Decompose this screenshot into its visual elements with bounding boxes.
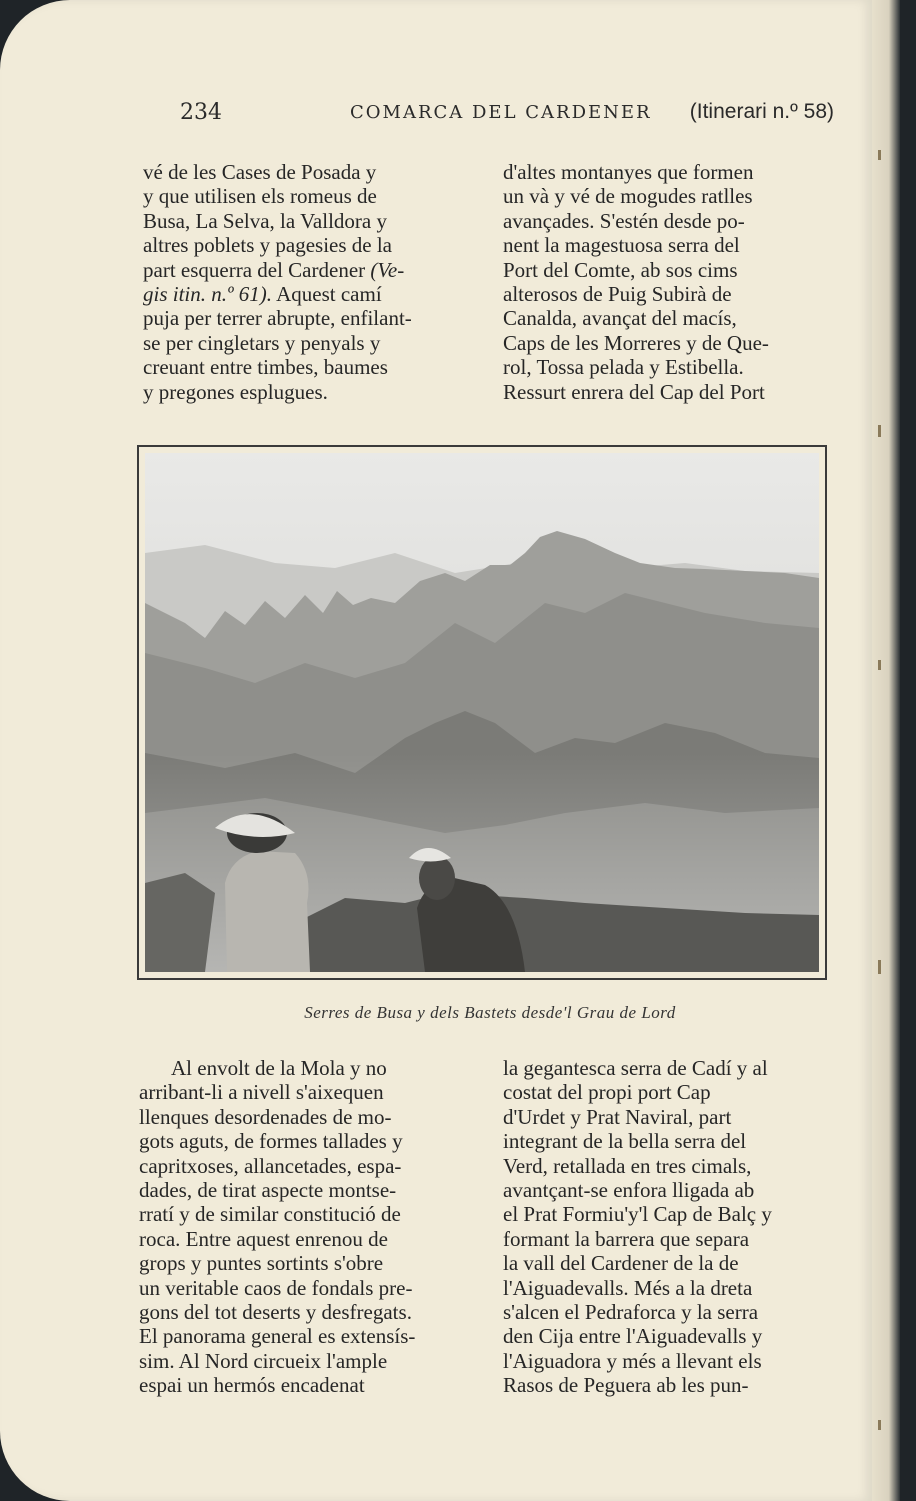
text-line: y que utilisen els romeus de — [143, 184, 377, 209]
photo-caption: Serres de Busa y dels Bastets desde'l Grau de Lord — [304, 1003, 676, 1022]
page-edge — [872, 0, 900, 1501]
text-line: creuant entre timbes, baumes — [143, 355, 388, 380]
text-line: sim. Al Nord circueix l'ample — [139, 1348, 388, 1373]
top-left-column — [143, 160, 468, 404]
running-title: COMARCA DEL CARDENER — [350, 102, 652, 123]
text-line: El panorama general es extensís- — [139, 1324, 416, 1349]
text-line: d'altes montanyes que formen — [503, 160, 754, 184]
text-line: Rasos de Peguera ab les pun- — [503, 1373, 749, 1398]
text-line: s'alcen el Pedraforca y la serra — [503, 1300, 759, 1325]
text-line: part esquerra del Cardener (Ve- — [143, 257, 405, 282]
running-header — [180, 100, 834, 128]
itinerary-reference: (Itinerari n.º 58) — [689, 100, 834, 123]
photo-frame — [137, 445, 827, 980]
page-number: 234 — [180, 100, 222, 125]
text-line: Caps de les Morreres y de Que- — [503, 330, 769, 355]
text-line: rratí y de similar constitució de — [139, 1202, 401, 1227]
text-line: espai un hermós encadenat — [139, 1373, 365, 1398]
mountain-photo — [145, 453, 819, 972]
text-line: grops y puntes sortints s'obre — [139, 1251, 384, 1276]
text-line: Verd, retallada en tres cimals, — [503, 1153, 752, 1178]
text-line: el Prat Formiu'y'l Cap de Balç y — [503, 1202, 772, 1227]
text-line: Port del Comte, ab sos cims — [503, 257, 738, 282]
bottom-left-column — [139, 1056, 469, 1398]
text-line: avantçant-se enfora lligada ab — [503, 1178, 755, 1203]
text-line: rol, Tossa pelada y Estibella. — [503, 355, 744, 380]
text-line: Al envolt de la Mola y no — [171, 1056, 387, 1080]
text-line: gons del tot deserts y desfregats. — [139, 1300, 412, 1325]
text-line: l'Aiguadevalls. Més a la dreta — [503, 1275, 753, 1300]
text-line: Ressurt enrera del Cap del Port — [503, 379, 765, 404]
text-line: gots aguts, de formes tallades y — [139, 1129, 403, 1154]
text-line: arribant-li a nivell s'aixequen — [139, 1080, 384, 1105]
text-line: dades, de tirat aspecte montse- — [139, 1178, 397, 1203]
top-right-column — [503, 160, 829, 404]
text-line: den Cija entre l'Aiguadevalls y — [503, 1324, 763, 1349]
text-line: gis itin. n.º 61). Aquest camí — [143, 282, 382, 307]
text-line: l'Aiguadora y més a llevant els — [503, 1348, 762, 1373]
text-line: la vall del Cardener de la de — [503, 1251, 739, 1276]
text-line: alterosos de Puig Subirà de — [503, 282, 732, 307]
text-line: vé de les Cases de Posada y — [143, 160, 377, 184]
text-line: Canalda, avançat del macís, — [503, 306, 737, 331]
text-line: un và y vé de mogudes ratlles — [503, 184, 753, 209]
text-line: un veritable caos de fondals pre- — [139, 1275, 413, 1300]
bottom-right-column — [503, 1056, 829, 1398]
text-line: capritxoses, allancetades, espa- — [139, 1153, 402, 1178]
text-line: d'Urdet y Prat Naviral, part — [503, 1104, 732, 1129]
text-line: se per cingletars y penyals y — [143, 330, 381, 355]
text-line: la gegantesca serra de Cadí y al — [503, 1056, 768, 1080]
text-line: y pregones esplugues. — [143, 379, 328, 404]
text-line: altres poblets y pagesies de la — [143, 233, 393, 258]
text-line: avançades. S'estén desde po- — [503, 208, 745, 233]
text-line: costat del propi port Cap — [503, 1080, 711, 1105]
text-line: Busa, La Selva, la Valldora y — [143, 208, 387, 233]
text-line: integrant de la bella serra del — [503, 1129, 747, 1154]
text-line: formant la barrera que separa — [503, 1226, 750, 1251]
text-line: nent la magestuosa serra del — [503, 233, 740, 258]
text-line: roca. Entre aquest enrenou de — [139, 1226, 388, 1251]
text-line: llenques desordenades de mo- — [139, 1104, 392, 1129]
text-line: puja per terrer abrupte, enfilant- — [143, 306, 412, 331]
